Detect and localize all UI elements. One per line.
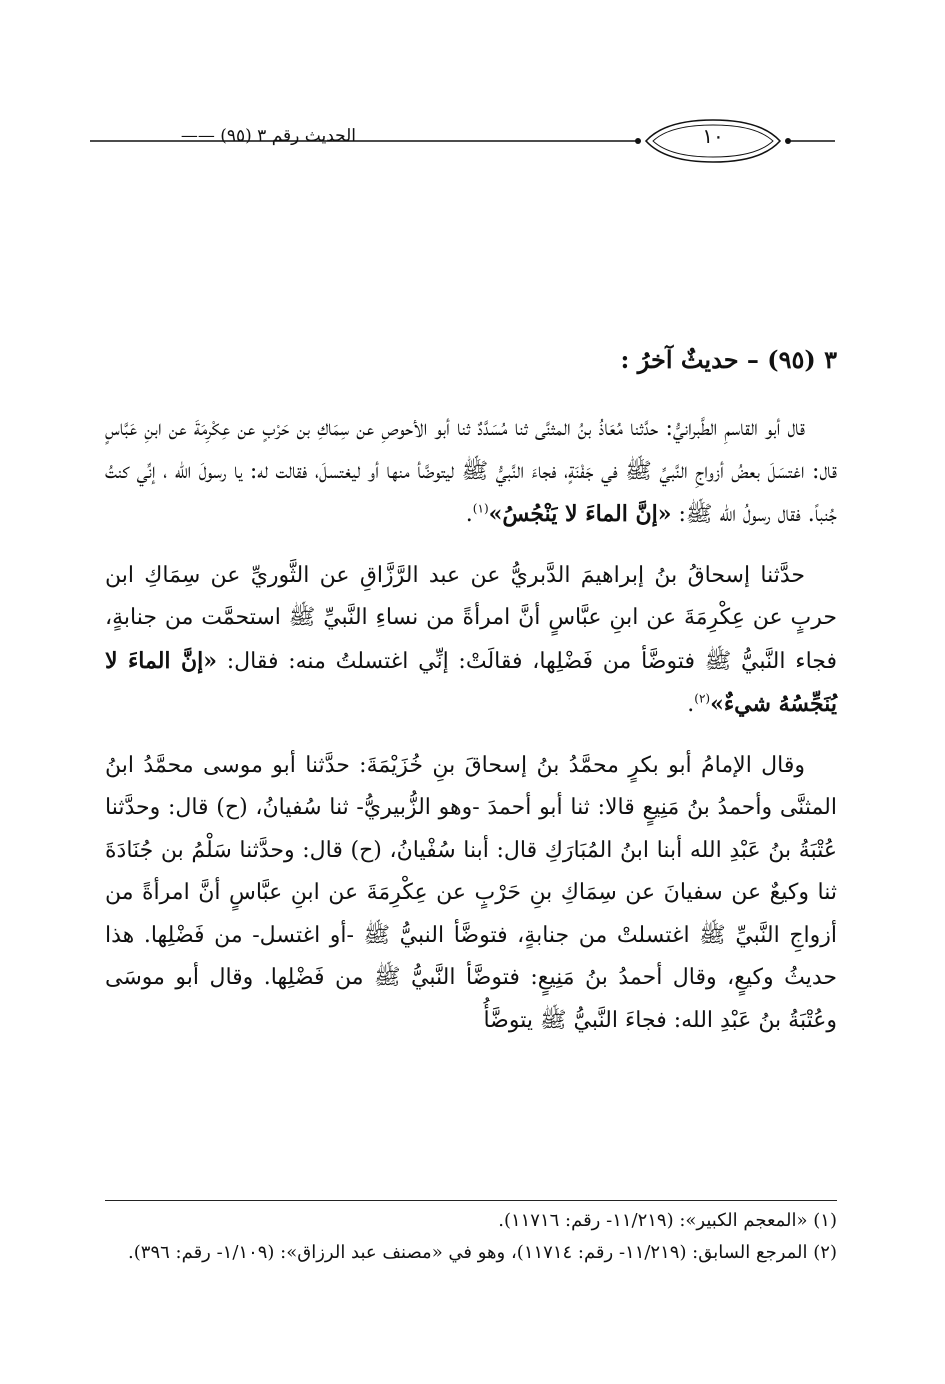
section-heading: ٣ (٩٥) – حديثٌ آخرُ :: [620, 345, 837, 374]
paragraph-1-text: قال أبو القاسمِ الطَّبرانيُّ: حدَّثنا مُعَاذُ بنُ المثنَّى ثنا مُسَدَّدٌ ثنا أبو الأحوصِ عن سِمَاكِ بن حَرْبٍ عن عِكْرِمَةَ عن ابنِ عَبَّاسٍ قال: اغتسَلَ بعضُ أزواجِ النَّبيِّ ﷺ في جَفْنَةٍ، فجاءَ النَّبيُّ ﷺ ليتوضَّأ منها أو ليغتسلَ، فقالت له: يا رسولَ الله ، إنِّي كنتُ جُنباً. فقال رسولُ الله ﷺ:: [105, 416, 837, 527]
paragraph-2: [105, 555, 837, 727]
footnote-ref-2[interactable]: (٢): [694, 691, 711, 706]
paragraph-2-quote: «إنَّ الماءَ لا يُنَجِّسُهُ شيءٌ»: [105, 647, 837, 717]
paragraph-1-end: .: [465, 502, 473, 527]
running-title-text: الحديث رقم ٣ (٩٥) ——: [180, 126, 356, 146]
paragraph-1-quote: «إنَّ الماءَ لا يَنْجُسُ»: [488, 501, 672, 527]
footnote-1: (١) «المعجم الكبير»: (١١/٢١٩- رقم: ١١٧١٦).: [498, 1210, 837, 1231]
main-content: [105, 340, 837, 1060]
paragraph-1: [105, 408, 837, 537]
running-title: [96, 126, 356, 146]
paragraph-2-end: .: [687, 692, 695, 717]
footnotes: [105, 1200, 837, 1269]
footnote-2: (٢) المرجع السابق: (١١/٢١٩- رقم: ١١٧١٤)، وهو في «مصنف عبد الرزاق»: (١/١٠٩- رقم: ٣٩٦).: [128, 1242, 837, 1263]
page-number: ١٠: [702, 124, 724, 148]
footnote-ref-1[interactable]: (١): [472, 501, 489, 516]
paragraph-3: وقال الإمامُ أبو بكرٍ محمَّدُ بنُ إسحاقَ بنِ خُزَيْمَةَ: حدَّثنا أبو موسى محمَّدُ ابنُ المثنَّى وأحمدُ بنُ مَنِيعٍ قالا: ثنا أبو أحمدَ -وهو الزُّبيريُّ- ثنا سُفيانُ، (ح) قال: وحدَّثنا عُتْبَةُ بنُ عَبْدِ الله أبنا ابنُ المُبَارَكِ قال: أبنا سُفْيانُ، (ح) قال: وحدَّثنا سَلْمُ بن جُنَادَةَ ثنا وكيعٌ عن سفيانَ عن سِمَاكِ بنِ حَرْبٍ عن عِكْرِمَةَ عن ابنِ عبَّاسٍ أنَّ امرأةً من أزواجِ النَّبيِّ ﷺ اغتسلتْ من جنابةٍ، فتوضَّأ النبيُّ ﷺ -أو اغتسل- من فَضْلِها. هذا حديثُ وكيعٍ، وقال أحمدُ بنُ مَنِيعٍ: فتوضَّأ النَّبيُّ ﷺ من فَضْلِها. وقال أبو موسَى وعُتْبَةُ بنُ عَبْدِ الله: فجاءَ النَّبيُّ ﷺ يتوضَّأُ: [105, 752, 837, 1033]
paragraph-2-text: حدَّثنا إسحاقُ بنُ إبراهيمَ الدَّبريُّ عن عبد الرَّزَّاقِ عن الثَّوريِّ عن سِمَاكِ ابن حربٍ عن عِكْرِمَةَ عن ابنِ عبَّاسٍ أنَّ امرأةً من نساءِ النَّبيِّ ﷺ استحمَّت من جنابةٍ، فجاء النَّبيُّ ﷺ فتوضَّأ من فَضْلِها، فقالَتْ: إنِّي اغتسلتُ منه: فقال:: [105, 562, 837, 674]
